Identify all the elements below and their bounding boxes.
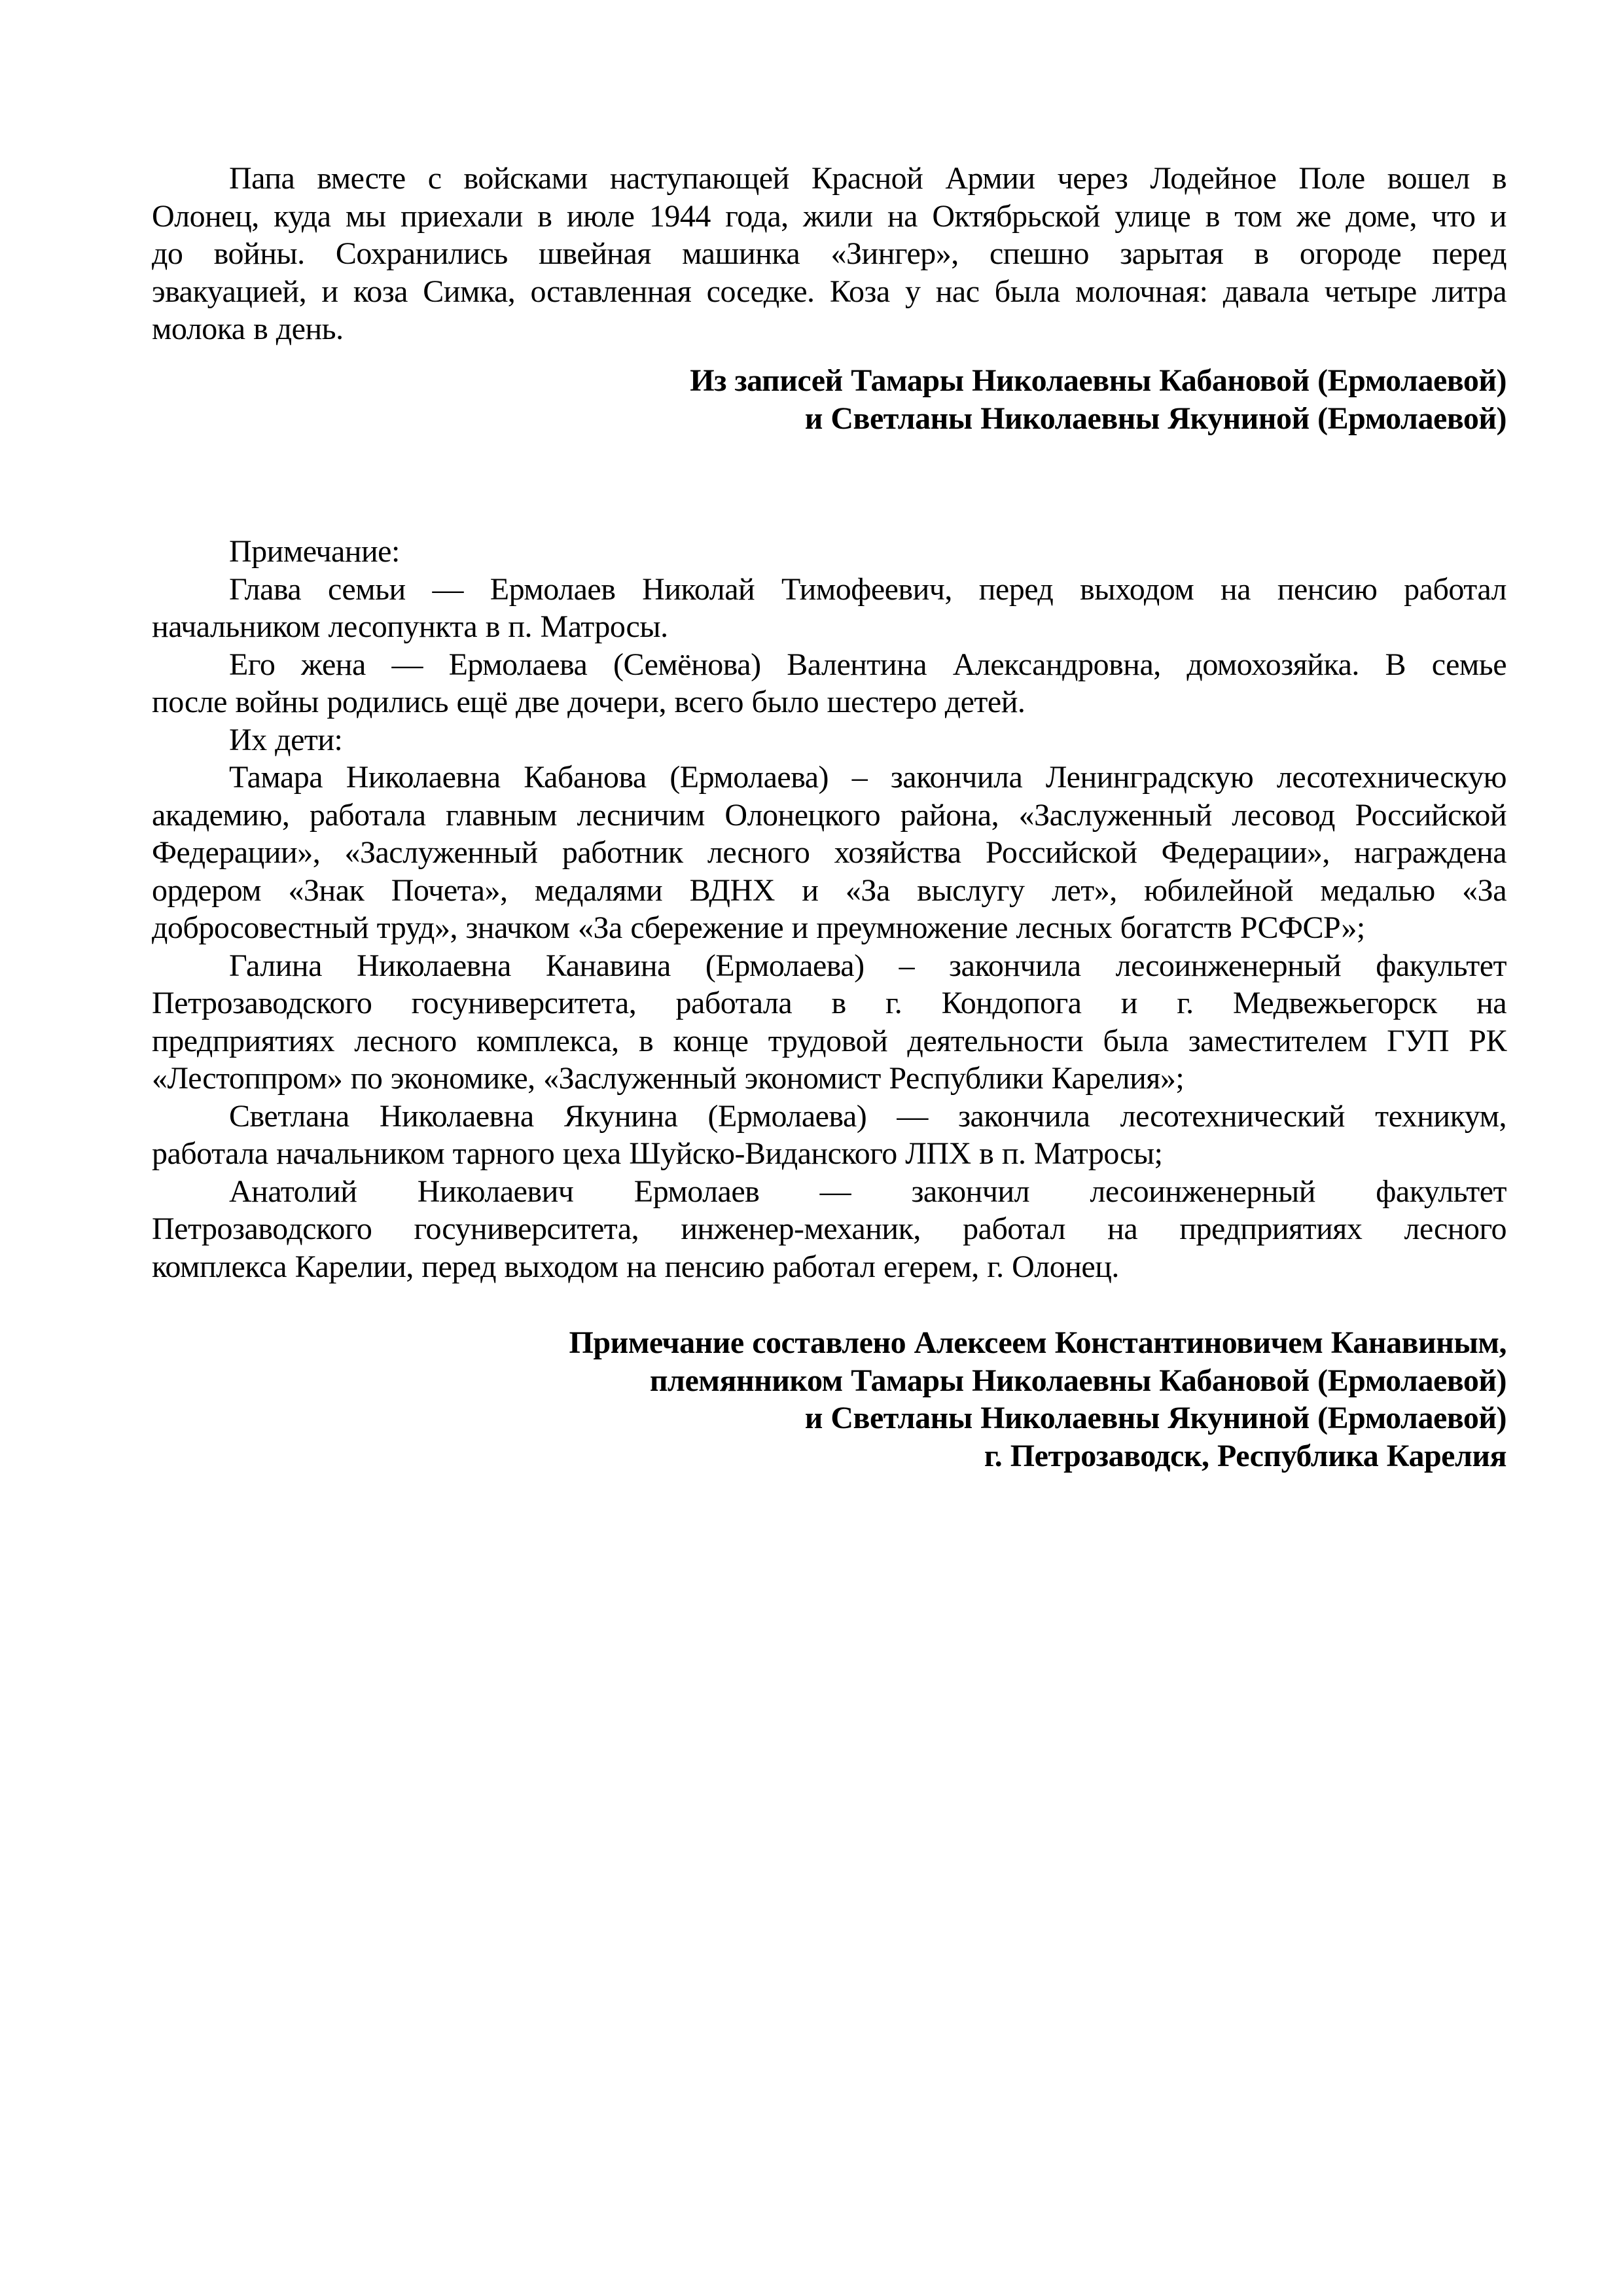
text-line: до войны. Сохранились швейная машинка «Зингер», спешно зарытая в огороде перед [152, 236, 1507, 271]
text-line: и Светланы Николаевны Якуниной (Ермолаевой) [804, 1401, 1507, 1435]
text-line: Примечание составлено Алексеем Константиновичем Канавиным, [569, 1325, 1507, 1360]
intro-paragraph [152, 160, 1507, 348]
text-line: добросовестный труд», значком «За сбережение и преумножение лесных богатств РСФСР»; [152, 910, 1365, 945]
text-line: молока в день. [152, 312, 344, 346]
text-line: Папа вместе с войсками наступающей Красной Армии через Лодейное Поле вошел в [229, 161, 1507, 196]
text-line: Петрозаводского госуниверситета, инженер-механик, работал на предприятиях лесного [152, 1211, 1507, 1246]
text-line: Их дети: [229, 722, 343, 757]
text-line: Федерации», «Заслуженный работник лесного хозяйства Российской Федерации», награждена [152, 835, 1507, 870]
text-line: Примечание: [229, 534, 400, 569]
text-line: предприятиях лесного комплекса, в конце трудовой деятельности была заместителем ГУП РК [152, 1023, 1507, 1058]
footer-attribution [152, 1324, 1507, 1475]
text-line: Светлана Николаевна Якунина (Ермолаева) — закончила лесотехнический техникум, [229, 1098, 1507, 1134]
text-line: и Светланы Николаевны Якуниной (Ермолаевой) [804, 401, 1507, 436]
text-line: Анатолий Николаевич Ермолаев — закончил лесоинженерный факультет [229, 1174, 1507, 1209]
text-line: Его жена — Ермолаева (Семёнова) Валентина Александровна, домохозяйка. В семье [229, 647, 1507, 682]
text-line: начальником лесопункта в п. Матросы. [152, 609, 668, 644]
text-line: академию, работала главным лесничим Олонецкого района, «Заслуженный лесовод Российской [152, 797, 1507, 833]
text-line: после войны родились ещё две дочери, всего было шестеро детей. [152, 685, 1026, 719]
text-line: Олонец, куда мы приехали в июле 1944 года, жили на Октябрьской улице в том же доме, что и [152, 198, 1507, 234]
text-line: Из записей Тамары Николаевны Кабановой (Ермолаевой) [690, 363, 1507, 398]
attribution-records [152, 362, 1507, 437]
text-line: Глава семьи — Ермолаев Николай Тимофеевич, перед выходом на пенсию работал [229, 571, 1507, 607]
text-line: Тамара Николаевна Кабанова (Ермолаева) – закончила Ленинградскую лесотехническую [229, 760, 1507, 795]
text-line: г. Петрозаводск, Республика Карелия [984, 1438, 1507, 1473]
text-line: Петрозаводского госуниверситета, работала в г. Кондопога и г. Медвежьегорск на [152, 986, 1507, 1020]
text-line: ордером «Знак Почета», медалями ВДНХ и «За выслугу лет», юбилейной медалью «За [152, 872, 1507, 908]
text-line: Галина Николаевна Канавина (Ермолаева) – закончила лесоинженерный факультет [229, 948, 1507, 983]
text-line: эвакуацией, и коза Симка, оставленная соседке. Коза у нас была молочная: давала четыре литра [152, 274, 1507, 309]
notes-section [152, 533, 1507, 1285]
text-line: «Лестоппром» по экономике, «Заслуженный экономист Республики Карелия»; [152, 1061, 1185, 1096]
text-line: комплекса Карелии, перед выходом на пенсию работал егерем, г. Олонец. [152, 1249, 1119, 1284]
text-line: племянником Тамары Николаевны Кабановой (Ермолаевой) [649, 1363, 1507, 1398]
text-line: работала начальником тарного цеха Шуйско-Виданского ЛПХ в п. Матросы; [152, 1136, 1163, 1171]
